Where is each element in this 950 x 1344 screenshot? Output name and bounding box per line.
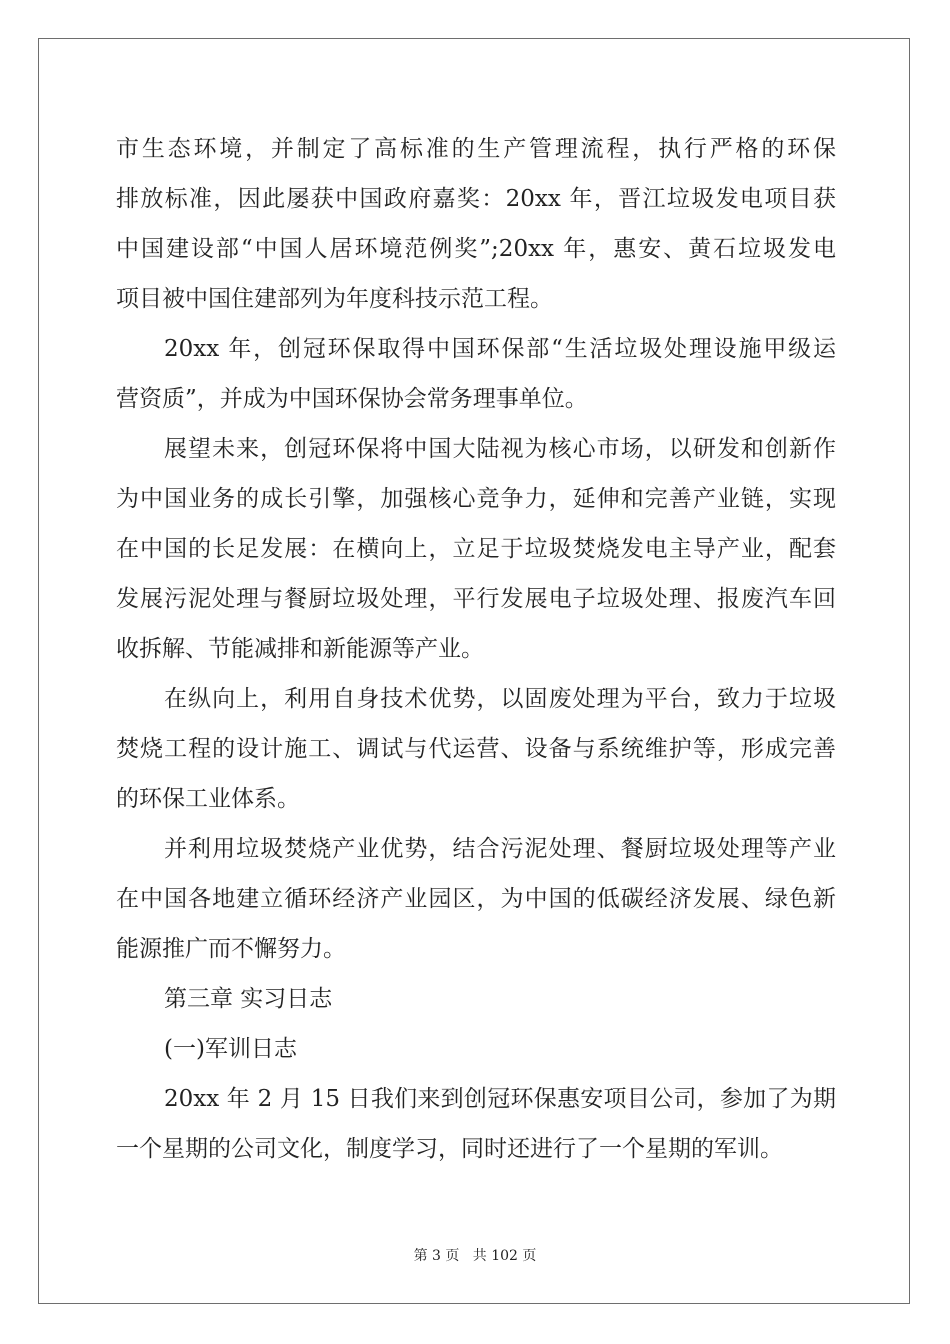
text-line: 20xx 年 2 月 15 日我们来到创冠环保惠安项目公司，参加了为期 [164,1086,836,1112]
document-body [116,124,836,1174]
paragraph-6 [116,1074,836,1174]
text-line: 排放标准，因此屡获中国政府嘉奖：20xx 年，晋江垃圾发电项目获 [116,186,836,212]
text-line: 在中国的长足发展：在横向上，立足于垃圾焚烧发电主导产业，配套 [116,536,836,562]
paragraph-1 [116,124,836,324]
text-line: 展望未来，创冠环保将中国大陆视为核心市场，以研发和创新作 [164,436,836,462]
text-line: 市生态环境，并制定了高标准的生产管理流程，执行严格的环保 [116,136,836,162]
section-heading-text: (一)军训日志 [164,1036,297,1062]
paragraph-5 [116,824,836,974]
text-line: 能源推广而不懈努力。 [116,936,346,962]
text-line: 的环保工业体系。 [116,786,300,812]
text-line: 中国建设部“中国人居环境范例奖”;20xx 年，惠安、黄石垃圾发电 [116,236,836,262]
section-heading [116,1024,836,1074]
paragraph-3 [116,424,836,674]
text-line: 一个星期的公司文化，制度学习，同时还进行了一个星期的军训。 [116,1136,783,1162]
text-line: 为中国业务的成长引擎，加强核心竞争力，延伸和完善产业链，实现 [116,486,836,512]
text-line: 营资质”，并成为中国环保协会常务理事单位。 [116,386,588,412]
paragraph-2 [116,324,836,424]
text-line: 在纵向上，利用自身技术优势，以固废处理为平台，致力于垃圾 [164,686,836,712]
chapter-heading [116,974,836,1024]
page-footer [0,1245,950,1265]
text-line: 在中国各地建立循环经济产业园区，为中国的低碳经济发展、绿色新 [116,886,836,912]
text-line: 并利用垃圾焚烧产业优势，结合污泥处理、餐厨垃圾处理等产业 [164,836,836,862]
text-line: 发展污泥处理与餐厨垃圾处理，平行发展电子垃圾处理、报废汽车回 [116,586,836,612]
text-line: 项目被中国住建部列为年度科技示范工程。 [116,286,553,312]
text-line: 20xx 年，创冠环保取得中国环保部“生活垃圾处理设施甲级运 [164,336,836,362]
paragraph-4 [116,674,836,824]
page-total: 共 102 页 [472,1248,537,1264]
text-line: 收拆解、节能减排和新能源等产业。 [116,636,484,662]
chapter-heading-text: 第三章 实习日志 [164,986,333,1012]
text-line: 焚烧工程的设计施工、调试与代运营、设备与系统维护等，形成完善 [116,736,836,762]
page-number: 第 3 页 [413,1248,460,1264]
